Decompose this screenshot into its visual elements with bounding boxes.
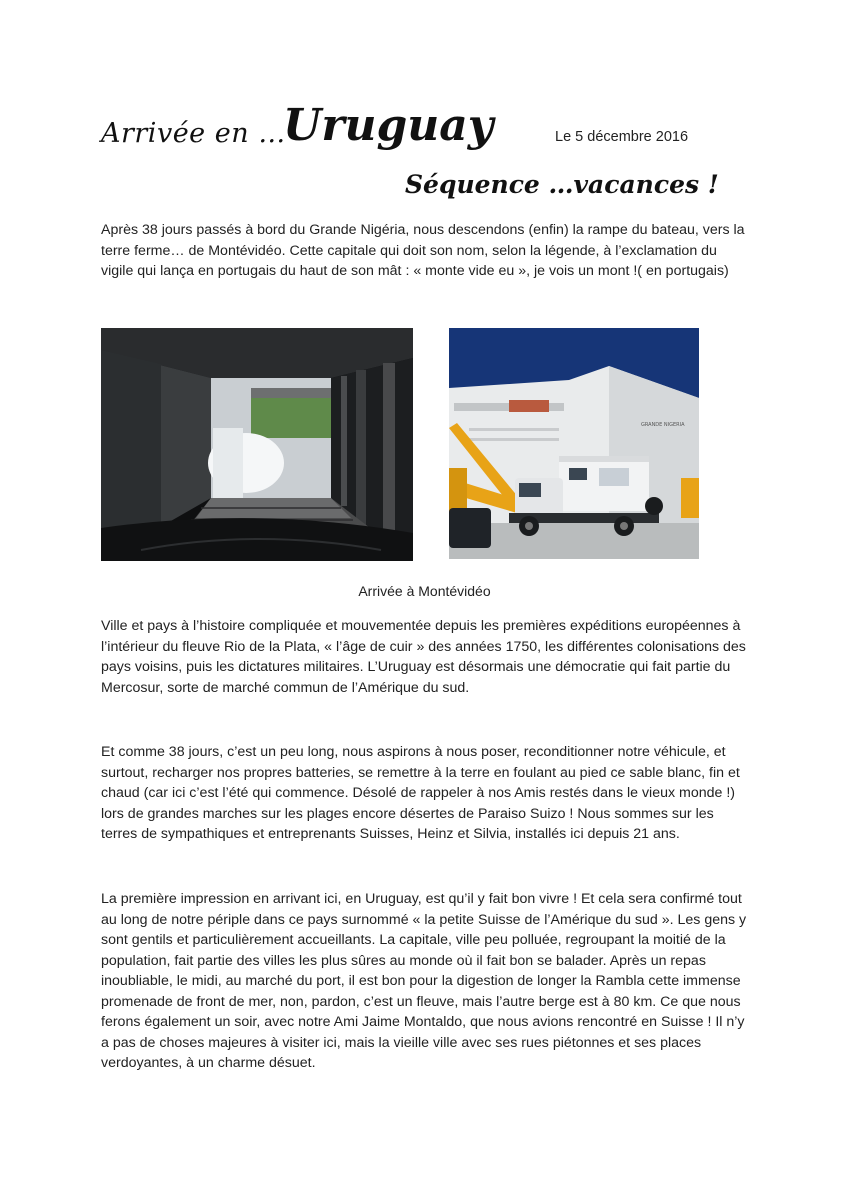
title-country: Uruguay [283,100,494,151]
document-date: Le 5 décembre 2016 [555,129,689,145]
photo-ship-ramp [101,328,413,561]
title-prefix: Arrivée en … [101,118,286,149]
paragraph-intro: Après 38 jours passés à bord du Grande Nigéria, nous descendons (enfin) la rampe du bateau, vers la terre ferme… de Montévidéo. Cette capitale qui doit son nom, selon la légende, à l’exclamation du vigile qui lança en portugais du haut de son mât : « monte vide eu », je vois un mont !( en portugais) [101,222,745,279]
title-line [101,96,761,166]
photo-caption: Arrivée à Montévidéo [358,583,491,599]
subtitle: Séquence …vacances ! [405,170,719,199]
paragraph-impression: La première impression en arrivant ici, en Uruguay, est qu’il y fait bon vivre ! Et cela sera confirmé tout au long de notre périple dans ce pays surnommé « la petite Suisse de l’Amérique du sud ». Les gens y sont gentils et particulièrement accueillants. La capitale, ville peu polluée, regroupant la moitié de la population, fait partie des villes les plus sûres au monde où il fait bon se balader. Après un repas inoubliable, le midi, au marché du port, il est bon pour la digestion de longer la Rambla cette immense promenade de front de mer, non, pardon, c’est un fleuve, mais l’autre berge est à 80 km. Ce que nous ferons également un soir, avec notre Ami Jaime Montaldo, que nous avions rencontré en Suisse ! Il n’y a pas de choses majeures à visiter ici, mais la vieille ville avec ses rues piétonnes et ses places verdoyantes, à un charme désuet. [101,891,747,1071]
paragraph-rest: Et comme 38 jours, c’est un peu long, nous aspirons à nous poser, reconditionner notre véhicule, et surtout, recharger nos propres batteries, se remettre à la terre en foulant au pied ce sable blanc, fin et chaud (car ici c’est l’été qui commence. Désolé de rappeler à nos Amis restés dans le vieux monde !) lors de grandes marches sur les plages encore désertes de Paraiso Suizo ! Nous sommes sur les terres de sympathiques et entreprenants Suisses, Heinz et Silvia, installés ici depuis 21 ans. [101,744,740,842]
paragraph-history: Ville et pays à l’histoire compliquée et mouvementée depuis les premières expéditions européennes à l’intérieur du fleuve Rio de la Plata, « l’âge de cuir » des années 1750, les différentes colonisations des pays voisins, puis les dictatures militaires. L’Uruguay est désormais une démocratie qui fait partie du Mercosur, sorte de marché commun de l’Amérique du sud. [101,618,746,696]
photo-camper-truck [449,328,699,559]
ship-name-lettering: GRANDE NIGERIA [641,422,685,428]
